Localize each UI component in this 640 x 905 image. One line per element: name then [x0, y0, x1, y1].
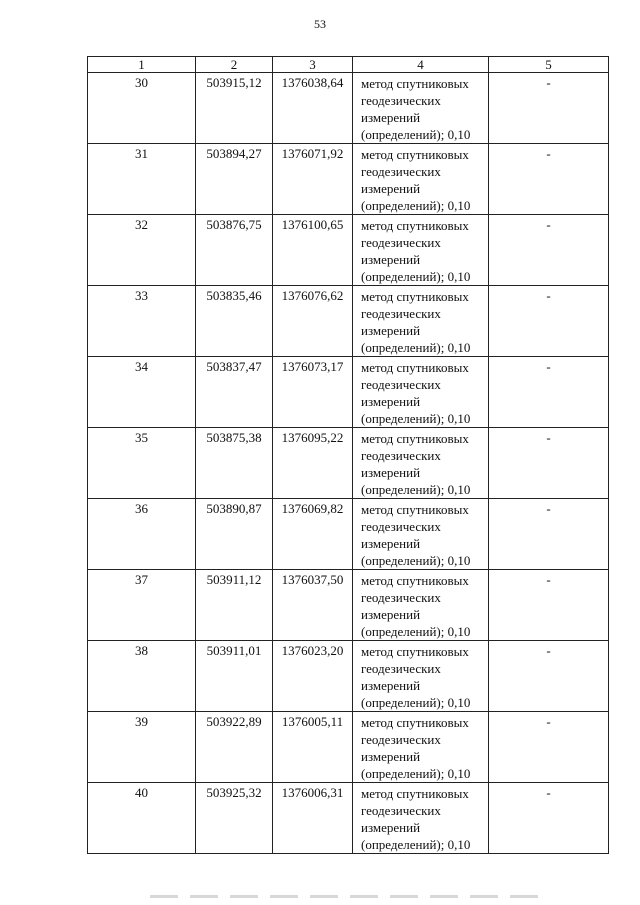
method-line: метод спутниковых [361, 644, 469, 659]
coordinate-x: 503922,89 [196, 712, 273, 783]
coordinate-y: 1376006,31 [273, 783, 353, 854]
coordinate-x: 503915,12 [196, 73, 273, 144]
method-line: (определений); 0,10 [361, 127, 471, 142]
page-number: 53 [314, 17, 326, 31]
header-col-5: 5 [489, 57, 609, 73]
accuracy-value: - [489, 712, 609, 783]
point-number: 38 [88, 641, 196, 712]
coordinate-y: 1376095,22 [273, 428, 353, 499]
method-description [353, 357, 489, 428]
coordinate-y: 1376076,62 [273, 286, 353, 357]
table-row [88, 144, 609, 215]
method-line: измерений [361, 252, 421, 267]
accuracy-value: - [489, 286, 609, 357]
method-line: (определений); 0,10 [361, 198, 471, 213]
method-line: (определений); 0,10 [361, 269, 471, 284]
method-line: метод спутниковых [361, 573, 469, 588]
method-line: геодезических [361, 235, 441, 250]
accuracy-value: - [489, 783, 609, 854]
method-line: метод спутниковых [361, 289, 469, 304]
point-number: 37 [88, 570, 196, 641]
coordinate-x: 503876,75 [196, 215, 273, 286]
method-line: метод спутниковых [361, 786, 469, 801]
method-line: геодезических [361, 93, 441, 108]
table-row [88, 286, 609, 357]
coordinate-y: 1376073,17 [273, 357, 353, 428]
coordinate-x: 503894,27 [196, 144, 273, 215]
method-description [353, 712, 489, 783]
accuracy-value: - [489, 215, 609, 286]
method-line: геодезических [361, 164, 441, 179]
method-line: (определений); 0,10 [361, 553, 471, 568]
coordinate-y: 1376023,20 [273, 641, 353, 712]
point-number: 32 [88, 215, 196, 286]
table-row [88, 357, 609, 428]
method-description [353, 144, 489, 215]
table-header-row [88, 57, 609, 73]
method-line: измерений [361, 181, 421, 196]
coordinates-table [87, 56, 609, 854]
coordinate-x: 503911,01 [196, 641, 273, 712]
point-number: 36 [88, 499, 196, 570]
table-row [88, 570, 609, 641]
method-line: метод спутниковых [361, 218, 469, 233]
accuracy-value: - [489, 570, 609, 641]
method-description [353, 783, 489, 854]
table-row [88, 428, 609, 499]
table-row [88, 499, 609, 570]
accuracy-value: - [489, 641, 609, 712]
coordinate-y: 1376037,50 [273, 570, 353, 641]
method-description [353, 73, 489, 144]
header-col-4: 4 [353, 57, 489, 73]
method-line: измерений [361, 110, 421, 125]
header-col-1: 1 [88, 57, 196, 73]
method-line: геодезических [361, 803, 441, 818]
method-line: (определений); 0,10 [361, 340, 471, 355]
method-line: измерений [361, 607, 421, 622]
table-row [88, 73, 609, 144]
method-description [353, 641, 489, 712]
method-line: (определений); 0,10 [361, 411, 471, 426]
table-row [88, 783, 609, 854]
method-line: измерений [361, 678, 421, 693]
method-description [353, 215, 489, 286]
coordinate-x: 503890,87 [196, 499, 273, 570]
method-line: (определений); 0,10 [361, 837, 471, 852]
table-row [88, 215, 609, 286]
method-line: метод спутниковых [361, 715, 469, 730]
header-col-2: 2 [196, 57, 273, 73]
method-line: геодезических [361, 448, 441, 463]
accuracy-value: - [489, 499, 609, 570]
coordinate-x: 503875,38 [196, 428, 273, 499]
method-line: геодезических [361, 661, 441, 676]
point-number: 30 [88, 73, 196, 144]
point-number: 35 [88, 428, 196, 499]
method-line: метод спутниковых [361, 360, 469, 375]
accuracy-value: - [489, 428, 609, 499]
coordinate-y: 1376100,65 [273, 215, 353, 286]
coordinate-y: 1376038,64 [273, 73, 353, 144]
method-line: геодезических [361, 590, 441, 605]
point-number: 31 [88, 144, 196, 215]
method-description [353, 428, 489, 499]
method-line: (определений); 0,10 [361, 624, 471, 639]
point-number: 40 [88, 783, 196, 854]
method-description [353, 570, 489, 641]
method-description [353, 286, 489, 357]
point-number: 33 [88, 286, 196, 357]
method-line: геодезических [361, 377, 441, 392]
method-line: метод спутниковых [361, 502, 469, 517]
method-description [353, 499, 489, 570]
coordinate-x: 503925,32 [196, 783, 273, 854]
point-number: 39 [88, 712, 196, 783]
coordinate-x: 503837,47 [196, 357, 273, 428]
point-number: 34 [88, 357, 196, 428]
method-line: (определений); 0,10 [361, 695, 471, 710]
coordinate-y: 1376005,11 [273, 712, 353, 783]
coordinate-y: 1376071,92 [273, 144, 353, 215]
accuracy-value: - [489, 73, 609, 144]
table-row [88, 712, 609, 783]
method-line: метод спутниковых [361, 431, 469, 446]
method-line: (определений); 0,10 [361, 482, 471, 497]
method-line: геодезических [361, 519, 441, 534]
accuracy-value: - [489, 144, 609, 215]
table-row [88, 641, 609, 712]
method-line: измерений [361, 394, 421, 409]
accuracy-value: - [489, 357, 609, 428]
coordinate-y: 1376069,82 [273, 499, 353, 570]
faint-footer-line [150, 895, 540, 898]
table-body [88, 73, 609, 854]
method-line: измерений [361, 749, 421, 764]
method-line: измерений [361, 465, 421, 480]
method-line: измерений [361, 323, 421, 338]
coordinate-x: 503911,12 [196, 570, 273, 641]
method-line: метод спутниковых [361, 76, 469, 91]
method-line: измерений [361, 820, 421, 835]
header-col-3: 3 [273, 57, 353, 73]
method-line: геодезических [361, 732, 441, 747]
method-line: геодезических [361, 306, 441, 321]
method-line: метод спутниковых [361, 147, 469, 162]
method-line: (определений); 0,10 [361, 766, 471, 781]
method-line: измерений [361, 536, 421, 551]
coordinate-x: 503835,46 [196, 286, 273, 357]
